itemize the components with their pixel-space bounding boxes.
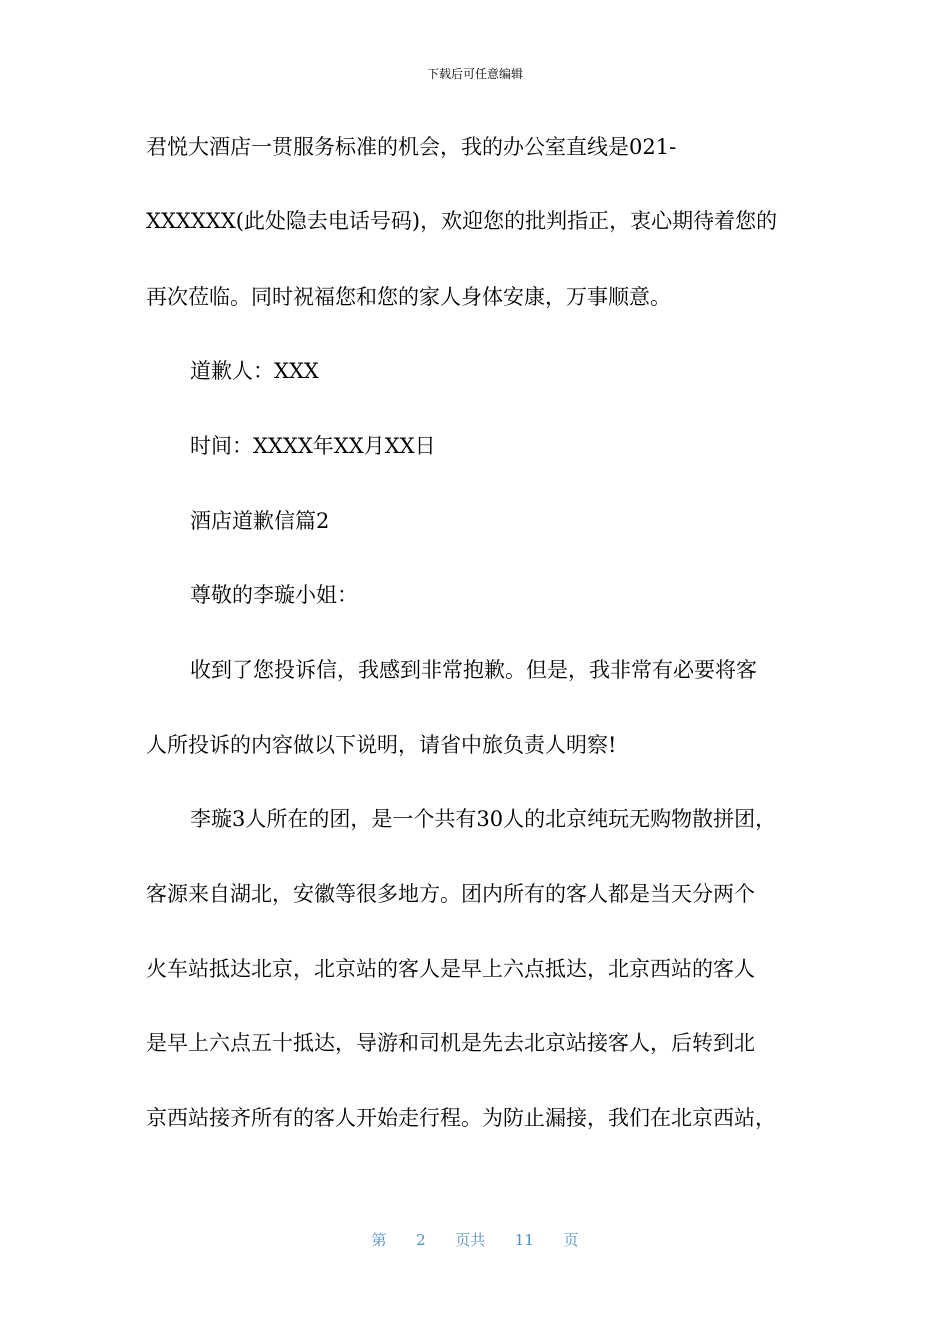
page-total: 11 [514, 1231, 534, 1249]
text-line: 客源来自湖北，安徽等很多地方。团内所有的客人都是当天分两个 [146, 882, 755, 906]
text-line: 再次莅临。同时祝福您和您的家人身体安康，万事顺意。 [146, 285, 671, 309]
section-title: 酒店道歉信篇2 [190, 509, 330, 533]
page-footer [0, 1230, 950, 1250]
text-line: 是早上六点五十抵达，导游和司机是先去北京站接客人，后转到北 [146, 1031, 755, 1055]
signature-line: 道歉人：XXX [190, 359, 319, 383]
text-line: 人所投诉的内容做以下说明，请省中旅负责人明察! [146, 733, 617, 757]
text-line: XXXXXX(此处隐去电话号码)，欢迎您的批判指正，衷心期待着您的 [146, 209, 778, 233]
text-line: 京西站接齐所有的客人开始走行程。为防止漏接，我们在北京西站， [146, 1106, 776, 1130]
page-suffix: 页 [563, 1231, 579, 1249]
text-line: 君悦大酒店一贯服务标准的机会，我的办公室直线是021- [146, 135, 677, 159]
date-line: 时间：XXXX年XX月XX日 [190, 434, 436, 458]
page-mid: 页共 [455, 1231, 486, 1249]
text-line: 火车站抵达北京，北京站的客人是早上六点抵达，北京西站的客人 [146, 957, 755, 981]
text-line: 收到了您投诉信，我感到非常抱歉。但是，我非常有必要将客 [190, 658, 757, 682]
page-number: 2 [416, 1231, 426, 1249]
text-line: 李璇3人所在的团，是一个共有30人的北京纯玩无购物散拼团， [190, 807, 777, 831]
salutation: 尊敬的李璇小姐： [190, 583, 358, 607]
page-header: 下载后可任意编辑 [426, 67, 523, 81]
page-prefix: 第 [371, 1231, 387, 1249]
